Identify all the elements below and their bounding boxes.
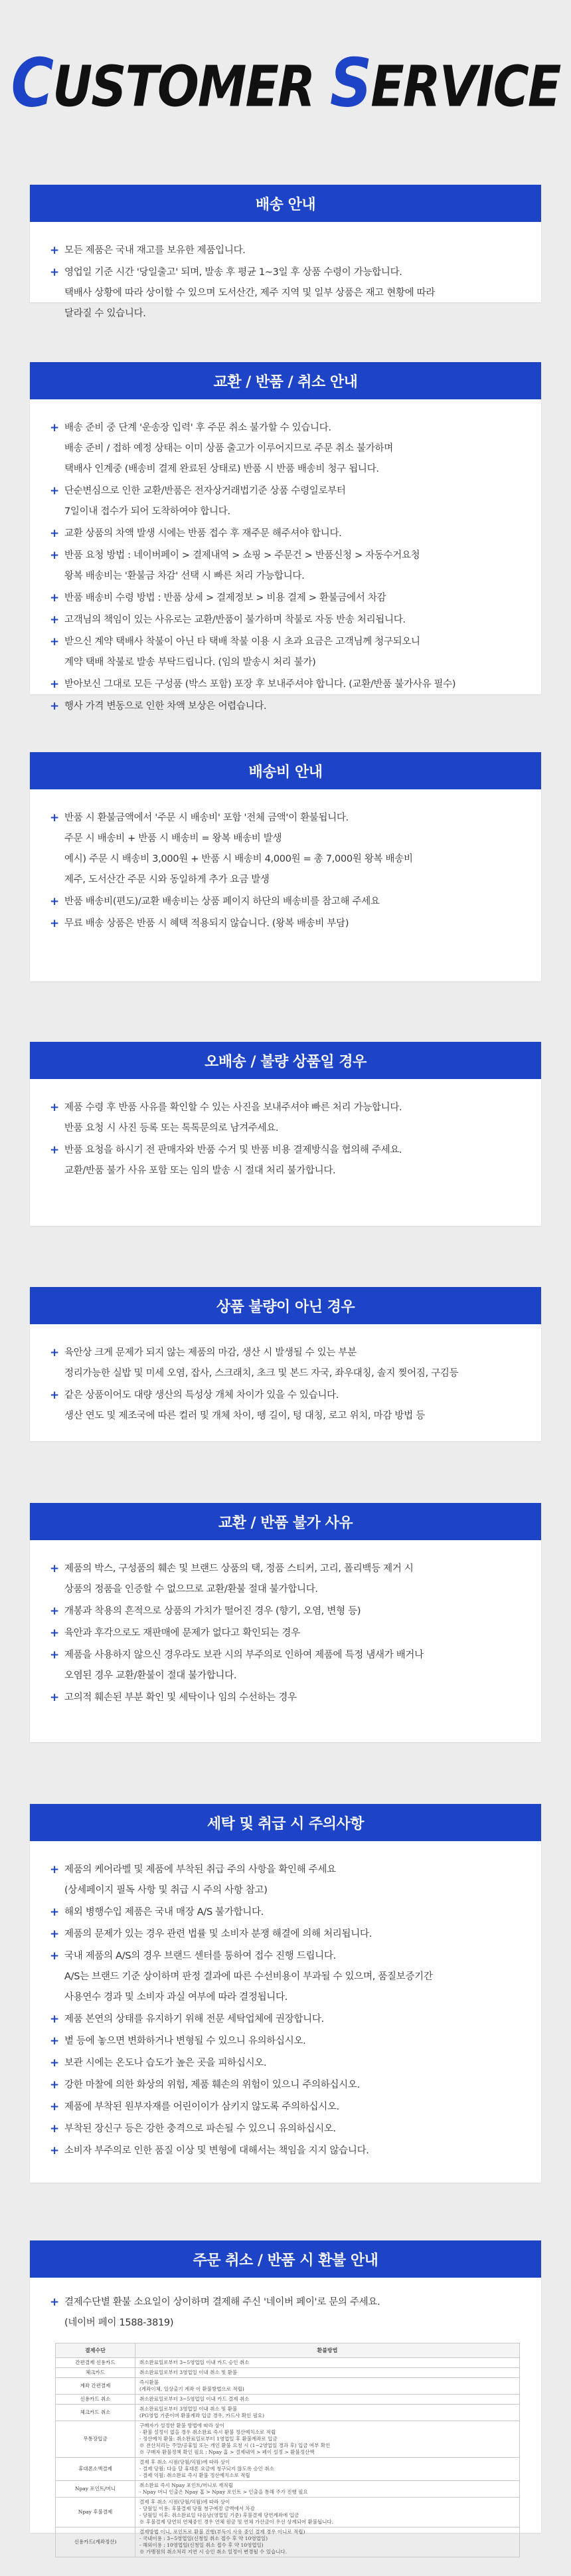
item-text: 왕복 배송비는 '환불금 차감' 선택 시 빠른 처리 가능합니다. (64, 571, 305, 581)
payment-method-cell: 무통장입금 (56, 2421, 135, 2458)
refund-method-line: 취소완료일로부터 3~5영업일 이내 카드 승인 취소 (139, 2359, 250, 2365)
no-return-reasons-section (30, 1503, 541, 1742)
list-item (50, 1559, 521, 1600)
item-text: 행사 가격 변동으로 인한 차액 보상은 어렵습니다. (64, 701, 267, 712)
refund-method-line: - 당월일 이후: 취소완료일 다음날(영업일 기준) 후불결제 당연계좌에 입금 (139, 2512, 299, 2518)
item-text: A/S는 브랜드 기준 상이하며 판정 결과에 따른 수선비용이 부과될 수 있으며, 품질보증기간 (64, 1971, 433, 1982)
item-text: 반품 요청을 하시기 전 판매자와 반품 수거 및 반품 비용 결제방식을 협의해 주세요. (64, 1145, 402, 1155)
refund-method-line: - Npay 머니 인출은 Npay 홈 > Npay 포인트 > 인출을 통해 주가 진행 필요 (139, 2489, 308, 2495)
table-row (56, 2368, 520, 2378)
payment-method-cell: 간편결제 신용카드 (56, 2358, 135, 2368)
refund-method-line: (PG영업 기준이며 환불계좌 입금 경우, 카드사 확인 필요) (139, 2413, 265, 2419)
item-text: 제품에 부착된 원부자재를 어린이이가 삼키지 않도록 주의하십시오. (64, 2102, 339, 2112)
table-row (56, 2458, 520, 2481)
washing-care-section (30, 1804, 541, 2183)
plus-bullet-icon: + (50, 917, 60, 930)
plus-bullet-icon: + (50, 2034, 60, 2048)
item-text: 영업일 기준 시간 '당일출고' 되며, 발송 후 평균 1~3일 후 상품 수령이 가능합니다. (64, 267, 402, 278)
plus-bullet-icon: + (50, 484, 60, 498)
refund-method-cell (135, 2378, 520, 2395)
section-heading: 상품 불량이 아닌 경우 (30, 1287, 541, 1324)
plus-bullet-icon: + (50, 591, 60, 605)
item-text: 오염된 경우 교환/환불이 절대 불가합니다. (64, 1670, 237, 1681)
item-text: 소비자 부주의로 인한 품질 이상 및 변형에 대해서는 책임을 지지 않습니다. (64, 2145, 369, 2156)
item-text: 해외 병행수입 제품은 국내 매장 A/S 불가합니다. (64, 1907, 264, 1918)
item-text: 결제수단별 환불 소요일이 상이하며 결제해 주신 '네이버 페이'로 문의 주세요. (64, 2297, 380, 2308)
refund-method-cell (135, 2458, 520, 2481)
item-text: 보관 시에는 온도나 습도가 높은 곳을 피하십시오. (64, 2058, 267, 2068)
refund-method-line: ※ 가맹점의 취소처리 지연 시 승인 취소 일정이 변경될 수 있습니다. (139, 2549, 287, 2555)
item-text: 반품 배송비(편도)/교환 배송비는 상품 페이지 하단의 배송비를 참고해 주세요 (64, 896, 380, 907)
item-text: 육안상 크게 문제가 되지 않는 제품의 마감, 생산 시 발생될 수 있는 부분 (64, 1347, 357, 1358)
refund-method-table (55, 2343, 520, 2557)
plus-bullet-icon: + (50, 1627, 60, 1640)
table-row (56, 2481, 520, 2498)
plus-bullet-icon: + (50, 1648, 60, 1662)
section-heading: 세탁 및 취급 시 주의사항 (30, 1804, 541, 1841)
list-item (50, 1860, 521, 1901)
item-text: 택배사 인계중 (배송비 결제 완료된 상태로) 반품 시 반품 배송비 청구 됩니다. (64, 464, 379, 474)
item-list (50, 1343, 521, 1427)
plus-bullet-icon: + (50, 1389, 60, 1402)
refund-method-cell (135, 2481, 520, 2498)
payment-method-cell: 체크카드 취소 (56, 2405, 135, 2421)
list-item (50, 545, 521, 587)
list-item (50, 2141, 521, 2161)
item-text: 제품을 사용하지 않으신 경우라도 보관 시의 부주의로 인하여 제품에 특정 냄새가 배거나 (64, 1650, 424, 1660)
list-item (50, 481, 521, 522)
list-item (50, 418, 521, 480)
item-text: 강한 마찰에 의한 화상의 위험, 제품 훼손의 위험이 있으니 주의하십시오. (64, 2080, 360, 2090)
list-item (50, 892, 521, 912)
item-text: 제품 본연의 상태를 유지하기 위해 전문 세탁업체에 권장합니다. (64, 2014, 324, 2025)
plus-bullet-icon: + (50, 2296, 60, 2309)
list-item (50, 1601, 521, 1622)
plus-bullet-icon: + (50, 527, 60, 540)
item-text: 받으신 계약 택배사 착불이 아닌 타 택배 착불 이용 시 초과 요금은 고객님께 청구되오니 (64, 637, 420, 647)
plus-bullet-icon: + (50, 678, 60, 691)
list-item (50, 1623, 521, 1644)
list-item (50, 1688, 521, 1708)
item-text: 받아보신 그대로 모든 구성품 (박스 포함) 포장 후 보내주셔야 합니다. (교환/반품 불가사유 필수) (64, 679, 456, 690)
list-item (50, 2031, 521, 2052)
item-text: 상품의 정품을 인증할 수 없으므로 교환/환불 절대 불가합니다. (64, 1584, 318, 1595)
plus-bullet-icon: + (50, 895, 60, 908)
plus-bullet-icon: + (50, 549, 60, 562)
table-row (56, 2378, 520, 2395)
page-title: CUSTOMER SERVICE (11, 43, 560, 122)
section-heading: 배송비 안내 (30, 752, 541, 789)
refund-method-line: - 환불 설정이 없을 경우 취소완료 즉시 환불 정산예치소로 적립 (139, 2429, 276, 2435)
list-item (50, 2053, 521, 2074)
list-item (50, 1140, 521, 1181)
plus-bullet-icon: + (50, 2100, 60, 2114)
plus-bullet-icon: + (50, 2013, 60, 2026)
plus-bullet-icon: + (50, 1928, 60, 1941)
refund-method-line: 취소완료일로부터 3영업일 이내 취소 및 환불 (139, 2369, 238, 2375)
list-item (50, 2119, 521, 2139)
list-item (50, 2292, 521, 2333)
refund-method-line: 취소완료일로부터 3영업일 이내 취소 및 환불 (139, 2406, 238, 2412)
plus-bullet-icon: + (50, 2056, 60, 2070)
item-list (50, 1098, 521, 1181)
refund-method-line: - 정산예치 환불: 취소완료일로부터 1영업일 후 환불계좌로 입금 (139, 2436, 278, 2442)
payment-method-cell: 체크카드 (56, 2368, 135, 2378)
refund-method-line: 결제 후 취소 시점(당월/익월)에 따라 상이 (139, 2499, 230, 2505)
plus-bullet-icon: + (50, 2078, 60, 2092)
item-text: 반품 시 환불금액에서 '주문 시 배송비' 포함 '전체 금액'이 환불됩니다. (64, 813, 349, 823)
item-list (50, 241, 521, 324)
plus-bullet-icon: + (50, 2144, 60, 2157)
refund-method-line: - 결제 익월: 취소완료 즉시 환불 정산예치소로 적립 (139, 2472, 250, 2478)
list-item (50, 674, 521, 695)
plus-bullet-icon: + (50, 613, 60, 627)
item-text: 교환/반품 불가 사유 포함 또는 임의 발송 시 절대 처리 불가합니다. (64, 1165, 336, 1176)
item-list (50, 1860, 521, 2161)
item-text: 반품 요청 방법 : 네이버페이 > 결제내역 > 쇼핑 > 주문건 > 반품신청 > 자동수거요청 (64, 550, 420, 561)
list-item (50, 524, 521, 544)
table-header: 결제수단 (56, 2343, 135, 2358)
refund-method-cell (135, 2421, 520, 2458)
plus-bullet-icon: + (50, 244, 60, 257)
plus-bullet-icon: + (50, 635, 60, 648)
payment-method-cell: 계좌 간편결제 (56, 2378, 135, 2395)
item-text: 배송 준비 중 단계 '운송장 입력' 후 주문 취소 불가할 수 있습니다. (64, 423, 331, 433)
item-text: 택배사 상황에 따라 상이할 수 있으며 도서산간, 제주 지역 및 일부 상품은 재고 현황에 따라 (64, 288, 436, 298)
item-list (50, 1559, 521, 1708)
item-text: 개봉과 착용의 흔적으로 상품의 가치가 떨어진 경우 (향기, 오염, 변형 등) (64, 1606, 361, 1617)
table-row (56, 2405, 520, 2421)
refund-method-line: 결제방법 이니, 포인트로 환불 진행(부득이 사유 중인 결제 경우 이니로 적립) (139, 2529, 305, 2535)
refund-method-line: - 해외이용 : 10영업일(신청일 취소 접수 후 약 10영업일) (139, 2542, 264, 2548)
item-text: 배송 준비 / 접하 예정 상태는 이미 상품 출고가 이루어지므로 주문 취소 불가하며 (64, 443, 393, 454)
plus-bullet-icon: + (50, 266, 60, 279)
payment-method-cell: Npay 포인트/머니 (56, 2481, 135, 2498)
refund-method-line: ※ 전산처리는 주말/공휴일 또는 개인 환불 요청 시 (1~2영업일 경과 후) 입금 여부 확인 (139, 2442, 331, 2448)
item-text: 제품의 문제가 있는 경우 관련 법률 및 소비자 분쟁 해결에 의해 처리됩니다. (64, 1929, 372, 1939)
item-list (50, 808, 521, 934)
section-heading: 주문 취소 / 반품 시 환불 안내 (30, 2240, 541, 2278)
refund-method-line: 취소완료 즉시 Npay 포인트/머니로 재적립 (139, 2482, 233, 2488)
plus-bullet-icon: + (50, 421, 60, 435)
plus-bullet-icon: + (50, 811, 60, 825)
item-list (50, 418, 521, 717)
list-item (50, 2075, 521, 2096)
section-heading: 배송 안내 (30, 185, 541, 222)
refund-method-line: - 당월일 이용: 후불결제 당월 청구예정 금액에서 차감 (139, 2506, 255, 2512)
list-item (50, 1098, 521, 1139)
list-item (50, 914, 521, 934)
plus-bullet-icon: + (50, 2122, 60, 2135)
item-text: 제주, 도서산간 주문 시와 동일하게 추가 요금 발생 (64, 874, 270, 885)
item-list (50, 2292, 521, 2333)
item-text: 생산 연도 및 제조국에 따른 컬러 및 개체 차이, 뗑 길이, 텅 대칭, 로고 위치, 마감 방법 등 (64, 1411, 425, 1421)
section-heading: 교환 / 반품 / 취소 안내 (30, 362, 541, 399)
refund-method-line: ※ 구매자 환불정책 확인 필요 : Npay 홈 > 결제내역 > 페이 설정 > 환불정산액 (139, 2449, 315, 2455)
item-text: 주문 시 배송비 + 반품 시 배송비 = 왕복 배송비 발생 (64, 833, 282, 844)
payment-method-cell: 휴대폰소액결제 (56, 2458, 135, 2481)
shipping-info-section (30, 185, 541, 319)
item-text: 단순변심으로 인한 교환/반품은 전자상거래법기준 상품 수령일로부터 (64, 486, 346, 496)
list-item (50, 610, 521, 631)
refund-method-line: (계좌이체, 일상출기 계좌 이 환불방법으로 적립) (139, 2386, 244, 2392)
item-text: 반품 요청 시 사진 등록 또는 톡톡문의로 남겨주세요. (64, 1123, 279, 1134)
payment-method-cell: 신용카드(계좌정산) (56, 2527, 135, 2557)
list-item (50, 808, 521, 890)
list-item (50, 241, 521, 261)
item-text: 7일이내 접수가 되어 도착하여야 합니다. (64, 506, 230, 517)
refund-method-line: - 국내이용 : 3~5영업일(신청일 취소 접수 후 약 10영업일) (139, 2535, 268, 2541)
refund-info-section (30, 2240, 541, 2555)
item-text: 사용연수 경과 및 소비자 과실 여부에 따라 결정됩니다. (64, 1992, 288, 2003)
refund-method-cell (135, 2527, 520, 2557)
refund-method-line: 즉시환불 (139, 2379, 159, 2385)
refund-method-cell (135, 2368, 520, 2378)
item-text: 모든 제품은 국내 재고를 보유한 제품입니다. (64, 245, 246, 256)
plus-bullet-icon: + (50, 1143, 60, 1157)
title-area (0, 0, 571, 166)
item-text: 볕 등에 놓으면 변화하거나 변형될 수 있으니 유의하십시오. (64, 2036, 306, 2046)
section-heading: 오배송 / 불량 상품일 경우 (30, 1042, 541, 1079)
table-row (56, 2395, 520, 2405)
shipping-fee-section (30, 752, 541, 981)
list-item (50, 588, 521, 609)
refund-method-cell (135, 2405, 520, 2421)
plus-bullet-icon: + (50, 1562, 60, 1575)
item-text: 육안과 후각으로도 재판매에 문제가 없다고 확인되는 경우 (64, 1628, 300, 1638)
misship-defect-section (30, 1042, 541, 1226)
list-item (50, 2009, 521, 2030)
refund-method-line: ※ 후불결제 당연히 연체중인 경우 연체 원금 및 연체 가산금이 우선 상계되어 환불됩니다. (139, 2519, 334, 2525)
plus-bullet-icon: + (50, 1691, 60, 1704)
item-text: 정리가능한 실밥 및 미세 오염, 잡사, 스크래치, 초크 및 본드 자국, 좌우대칭, 솔지 찢어짐, 구김등 (64, 1368, 459, 1379)
item-text: 달라질 수 있습니다. (64, 308, 146, 319)
list-item (50, 2097, 521, 2118)
item-text: 같은 상품이어도 대량 생산의 특성상 개체 차이가 있을 수 있습니다. (64, 1390, 339, 1401)
plus-bullet-icon: + (50, 1605, 60, 1618)
item-text: 반품 배송비 수령 방법 : 반품 상세 > 결제정보 > 비용 결제 > 환불금에서 차감 (64, 593, 386, 603)
list-item (50, 1924, 521, 1945)
item-text: 고객님의 책임이 있는 사유로는 교환/반품이 불가하며 착불로 자동 반송 처리됩니다. (64, 615, 406, 625)
list-item (50, 1385, 521, 1427)
item-text: (네이버 페이 1588-3819) (64, 2318, 174, 2328)
item-text: 예시) 주문 시 배송비 3,000원 + 반품 시 배송비 4,000원 = 총 7,000원 왕복 배송비 (64, 854, 413, 864)
item-text: 제품의 박스, 구성품의 훼손 및 브랜드 상품의 택, 정품 스티커, 고리, 폴리백등 제거 시 (64, 1563, 414, 1574)
refund-method-cell (135, 2358, 520, 2368)
refund-method-cell (135, 2395, 520, 2405)
item-text: 부착된 장신구 등은 강한 충격으로 파손될 수 있으니 유의하십시오. (64, 2124, 336, 2134)
refund-method-cell (135, 2498, 520, 2527)
exchange-return-section (30, 362, 541, 713)
refund-method-line: - 결제 당월: 다음 달 휴대폰 요금에 청구되지 않도록 승인 취소 (139, 2466, 274, 2472)
list-item (50, 632, 521, 673)
plus-bullet-icon: + (50, 1949, 60, 1963)
list-item (50, 696, 521, 717)
list-item (50, 1902, 521, 1923)
plus-bullet-icon: + (50, 1863, 60, 1876)
table-header: 환불방법 (135, 2343, 520, 2358)
plus-bullet-icon: + (50, 1346, 60, 1359)
item-text: 계약 택배 착불로 발송 부탁드립니다. (임의 발송시 처리 불가) (64, 657, 316, 668)
item-text: 무료 배송 상품은 반품 시 혜택 적용되지 않습니다. (왕복 배송비 부담) (64, 918, 349, 929)
not-defect-section (30, 1287, 541, 1441)
item-text: 제품의 케어라벨 및 제품에 부착된 취급 주의 사항을 확인해 주세요 (64, 1864, 336, 1875)
item-text: 제품 수령 후 반품 사유를 확인할 수 있는 사진을 보내주셔야 빠른 처리 가능합니다. (64, 1102, 402, 1113)
list-item (50, 1946, 521, 2008)
item-text: 국내 제품의 A/S의 경우 브랜드 센터를 통하여 접수 진행 드립니다. (64, 1951, 336, 1961)
list-item (50, 1343, 521, 1384)
payment-method-cell: 신용카드 취소 (56, 2395, 135, 2405)
item-text: 고의적 훼손된 부분 확인 및 세탁이나 임의 수선하는 경우 (64, 1692, 297, 1703)
table-row (56, 2421, 520, 2458)
table-row (56, 2527, 520, 2557)
refund-method-line: 결제 후 취소 시점(당월/익월)에 따라 상이 (139, 2459, 230, 2465)
list-item (50, 1645, 521, 1686)
section-heading: 교환 / 반품 불가 사유 (30, 1503, 541, 1540)
table-row (56, 2498, 520, 2527)
payment-method-cell: Npay 후불결제 (56, 2498, 135, 2527)
refund-method-line: 취소완료일로부터 3~5영업일 이내 카드 결제 취소 (139, 2396, 250, 2402)
plus-bullet-icon: + (50, 700, 60, 713)
plus-bullet-icon: + (50, 1101, 60, 1114)
refund-method-line: 구매자가 설정한 환불 방법에 따라 상이 (139, 2423, 224, 2428)
item-text: 교환 상품의 차액 발생 시에는 반품 접수 후 재주문 해주셔야 합니다. (64, 528, 342, 539)
item-text: (상세페이지 필독 사항 및 취급 시 주의 사항 참고) (64, 1885, 268, 1896)
plus-bullet-icon: + (50, 1906, 60, 1919)
table-row (56, 2358, 520, 2368)
list-item (50, 262, 521, 324)
